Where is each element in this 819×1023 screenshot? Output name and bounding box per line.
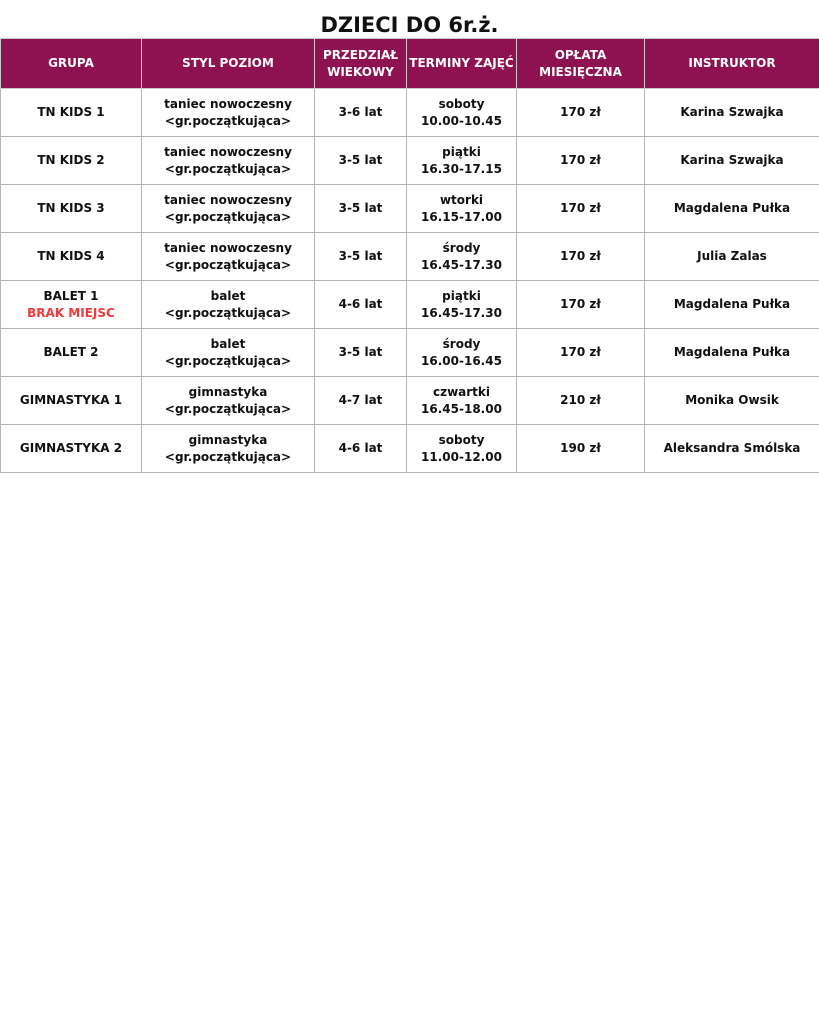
table-row xyxy=(1,425,819,473)
cell-styl-poziom: taniec nowoczesny <gr.początkująca> xyxy=(142,137,315,185)
cell-styl-poziom: balet <gr.początkująca> xyxy=(142,281,315,329)
cell-instruktor: Julia Zalas xyxy=(645,233,819,281)
cell-instruktor: Magdalena Pułka xyxy=(645,329,819,377)
schedule-body xyxy=(1,89,819,473)
cell-oplata: 210 zł xyxy=(517,377,645,425)
cell-styl-poziom: gimnastyka <gr.początkująca> xyxy=(142,425,315,473)
table-header-row xyxy=(1,39,819,89)
cell-przedzial-wiekowy: 3-5 lat xyxy=(315,233,407,281)
cell-oplata: 170 zł xyxy=(517,137,645,185)
header-styl-poziom: STYL POZIOM xyxy=(142,39,315,89)
cell-oplata: 190 zł xyxy=(517,425,645,473)
cell-termin: środy 16.00-16.45 xyxy=(407,329,517,377)
cell-oplata: 170 zł xyxy=(517,329,645,377)
cell-styl-poziom: balet <gr.początkująca> xyxy=(142,329,315,377)
cell-termin: soboty 10.00-10.45 xyxy=(407,89,517,137)
cell-grupa: TN KIDS 1 xyxy=(1,89,142,137)
cell-instruktor: Monika Owsik xyxy=(645,377,819,425)
page-title: DZIECI DO 6r.ż. xyxy=(320,13,499,37)
schedule-table xyxy=(0,38,819,473)
cell-przedzial-wiekowy: 4-6 lat xyxy=(315,281,407,329)
table-row xyxy=(1,185,819,233)
cell-styl-poziom: taniec nowoczesny <gr.początkująca> xyxy=(142,233,315,281)
header-grupa: GRUPA xyxy=(1,39,142,89)
cell-termin: środy 16.45-17.30 xyxy=(407,233,517,281)
cell-grupa: TN KIDS 3 xyxy=(1,185,142,233)
cell-styl-poziom: taniec nowoczesny <gr.początkująca> xyxy=(142,185,315,233)
header-oplata-miesieczna: OPŁATA MIESIĘCZNA xyxy=(517,39,645,89)
cell-instruktor: Karina Szwajka xyxy=(645,137,819,185)
header-instruktor: INSTRUKTOR xyxy=(645,39,819,89)
header-terminy-zajec: TERMINY ZAJĘĆ xyxy=(407,39,517,89)
cell-grupa: GIMNASTYKA 1 xyxy=(1,377,142,425)
header-przedzial-wiekowy: PRZEDZIAŁ WIEKOWY xyxy=(315,39,407,89)
table-row xyxy=(1,377,819,425)
cell-styl-poziom: gimnastyka <gr.początkująca> xyxy=(142,377,315,425)
cell-przedzial-wiekowy: 4-7 lat xyxy=(315,377,407,425)
cell-instruktor: Magdalena Pułka xyxy=(645,281,819,329)
cell-grupa: TN KIDS 4 xyxy=(1,233,142,281)
cell-oplata: 170 zł xyxy=(517,89,645,137)
cell-przedzial-wiekowy: 3-5 lat xyxy=(315,185,407,233)
cell-grupa: GIMNASTYKA 2 xyxy=(1,425,142,473)
cell-termin: czwartki 16.45-18.00 xyxy=(407,377,517,425)
table-row xyxy=(1,281,819,329)
table-row xyxy=(1,89,819,137)
status-badge: BRAK MIEJSC xyxy=(27,305,115,320)
cell-termin: piątki 16.30-17.15 xyxy=(407,137,517,185)
cell-oplata: 170 zł xyxy=(517,233,645,281)
table-row xyxy=(1,329,819,377)
cell-przedzial-wiekowy: 3-5 lat xyxy=(315,329,407,377)
cell-instruktor: Karina Szwajka xyxy=(645,89,819,137)
cell-przedzial-wiekowy: 3-6 lat xyxy=(315,89,407,137)
cell-instruktor: Magdalena Pułka xyxy=(645,185,819,233)
cell-styl-poziom: taniec nowoczesny <gr.początkująca> xyxy=(142,89,315,137)
cell-grupa: TN KIDS 2 xyxy=(1,137,142,185)
cell-termin: wtorki 16.15-17.00 xyxy=(407,185,517,233)
cell-termin: soboty 11.00-12.00 xyxy=(407,425,517,473)
cell-oplata: 170 zł xyxy=(517,281,645,329)
cell-przedzial-wiekowy: 4-6 lat xyxy=(315,425,407,473)
cell-oplata: 170 zł xyxy=(517,185,645,233)
table-row xyxy=(1,233,819,281)
table-row xyxy=(1,137,819,185)
cell-grupa: BALET 1 BRAK MIEJSC xyxy=(1,281,142,329)
cell-przedzial-wiekowy: 3-5 lat xyxy=(315,137,407,185)
cell-grupa: BALET 2 xyxy=(1,329,142,377)
cell-instruktor: Aleksandra Smólska xyxy=(645,425,819,473)
cell-termin: piątki 16.45-17.30 xyxy=(407,281,517,329)
